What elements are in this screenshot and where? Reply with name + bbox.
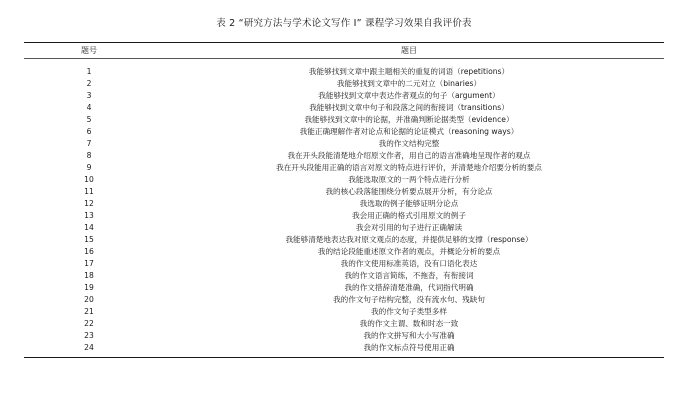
row-number: 23 [84, 331, 94, 340]
table-row [24, 114, 664, 126]
row-number: 13 [84, 211, 94, 220]
row-number: 8 [86, 151, 92, 160]
table-row [24, 246, 664, 258]
row-item-text: 我的核心段落能围绕分析要点展开分析，有分论点 [325, 187, 493, 196]
row-item-text: 我能够找到文章中的二元对立（binaries） [336, 79, 482, 88]
row-item-text: 我的作文拼写和大小写准确 [363, 331, 455, 340]
row-number: 10 [84, 175, 94, 184]
row-number: 18 [84, 271, 94, 280]
row-item-text: 我会对引用的句子进行正确解读 [355, 223, 463, 232]
table-row [24, 330, 664, 342]
row-number: 24 [84, 343, 94, 352]
row-number: 15 [84, 235, 94, 244]
table-row [24, 342, 664, 354]
row-item-text: 我的作文句子结构完整，没有流水句、残缺句 [333, 295, 485, 304]
table-row [24, 102, 664, 114]
table-row [24, 138, 664, 150]
row-item-text: 我能够找到文章中的论据，并准确判断论据类型（evidence） [304, 115, 514, 124]
row-number: 12 [84, 199, 94, 208]
row-item-text: 我的作文句子类型多样 [371, 307, 447, 316]
table-row [24, 294, 664, 306]
self-evaluation-table [24, 42, 664, 358]
row-item-text: 我的作文使用标准英语，没有口语化表达 [340, 259, 478, 268]
row-item-text: 我会用正确的格式引用原文的例子 [352, 211, 466, 220]
table-row [24, 318, 664, 330]
row-number: 4 [86, 103, 92, 112]
row-number: 7 [86, 139, 92, 148]
table-row [24, 306, 664, 318]
table-row [24, 162, 664, 174]
table-row [24, 222, 664, 234]
row-item-text: 我的作文语言简练，不拖沓，有衔接词 [344, 271, 474, 280]
table-row [24, 78, 664, 90]
table-header-row [24, 43, 664, 58]
row-item-text: 我能够清楚地表达我对原文观点的态度，并提供足够的支撑（response） [285, 235, 533, 244]
row-item-text: 我选取的例子能够证明分论点 [359, 199, 459, 208]
row-item-text: 我在开头段能用正确的语言对原文的特点进行评价，并清楚地介绍要分析的要点 [276, 163, 542, 172]
row-number: 5 [86, 115, 92, 124]
row-item-text: 我的作文主谓、数和时态一致 [359, 319, 459, 328]
row-number: 22 [84, 319, 94, 328]
table-row [24, 258, 664, 270]
row-number: 9 [86, 163, 92, 172]
table-caption: 表 2 “研究方法与学术论文写作 I” 课程学习效果自我评价表 [216, 18, 472, 29]
table-row [24, 270, 664, 282]
table-row [24, 150, 664, 162]
table-row [24, 210, 664, 222]
row-item-text: 我的作文结构完整 [378, 139, 440, 148]
table-body [24, 59, 664, 357]
row-number: 6 [86, 127, 92, 136]
row-number: 14 [84, 223, 94, 232]
table-row [24, 90, 664, 102]
table-row [24, 282, 664, 294]
row-number: 11 [84, 187, 94, 196]
row-number: 21 [84, 307, 94, 316]
row-number: 17 [84, 259, 94, 268]
row-item-text: 我能够找到文章中跟主题相关的重复的词语（repetitions） [308, 67, 510, 76]
table-row [24, 198, 664, 210]
row-number: 1 [86, 67, 92, 76]
header-item: 题目 [401, 46, 417, 55]
table-row [24, 66, 664, 78]
row-number: 2 [86, 79, 92, 88]
row-item-text: 我在开头段能清楚地介绍原文作者，用自己的语言准确地呈现作者的观点 [287, 151, 531, 160]
table-row [24, 186, 664, 198]
row-item-text: 我能选取原文的一两个特点进行分析 [348, 175, 470, 184]
row-number: 20 [84, 295, 94, 304]
row-item-text: 我的结论段能重述原文作者的观点，并概论分析的要点 [317, 247, 501, 256]
row-item-text: 我能够找到文章中表达作者观点的句子（argument） [318, 91, 500, 100]
table-row [24, 126, 664, 138]
row-item-text: 我的作文措辞清楚准确，代词指代明确 [344, 283, 474, 292]
row-item-text: 我能够找到文章中句子和段落之间的衔接词（transitions） [309, 103, 509, 112]
table-row [24, 234, 664, 246]
row-number: 19 [84, 283, 94, 292]
row-number: 3 [86, 91, 92, 100]
table-bottom-rule [24, 357, 664, 358]
row-item-text: 我能正确理解作者对论点和论据的论证模式（reasoning ways） [299, 127, 519, 136]
row-item-text: 我的作文标点符号使用正确 [363, 343, 455, 352]
row-number: 16 [84, 247, 94, 256]
header-number: 题号 [81, 46, 97, 55]
table-row [24, 174, 664, 186]
